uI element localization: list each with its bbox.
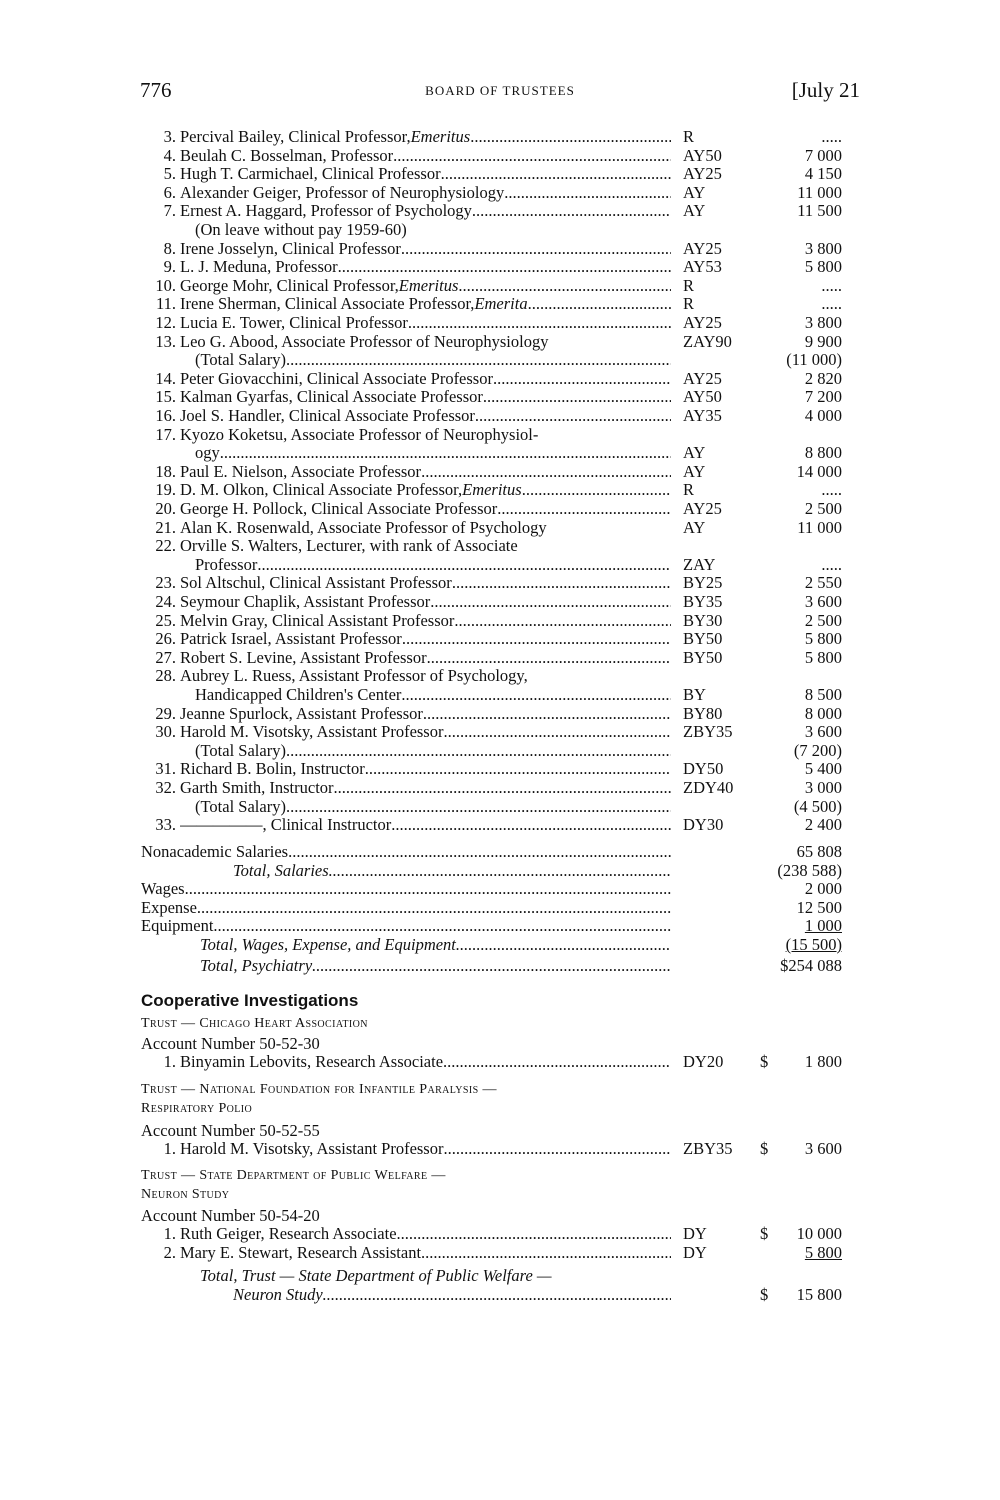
trust-title: Trust — Chicago Heart Association [141, 1016, 368, 1031]
entry-name-leader [195, 555, 671, 574]
dollar-sign: $ [760, 1285, 769, 1304]
entry-name: L. J. Meduna, Professor [180, 257, 338, 277]
staff-entry-row [0, 276, 1000, 295]
salary-amount: 5 400 [804, 759, 842, 779]
entry-name: —————, Clinical Instructor [180, 815, 392, 835]
salary-amount: 2 550 [804, 573, 842, 593]
entry-name-leader [195, 443, 671, 462]
entry-name-leader [180, 164, 671, 183]
staff-entry-row [0, 499, 1000, 518]
entry-number: 6. [163, 182, 176, 202]
entry-name-line: Aubrey L. Ruess, Assistant Professor of Psychology, [180, 666, 528, 686]
salary-amount: 9 900 [804, 331, 842, 351]
entry-name-status: Emeritus [462, 480, 522, 500]
staff-entry-row [0, 369, 1000, 388]
salary-amount: 2 500 [804, 499, 842, 518]
staff-entry-row [0, 164, 1000, 183]
salary-amount: 8 800 [804, 443, 842, 463]
entry-name-leader [180, 387, 671, 406]
summary-row [0, 861, 1000, 880]
entry-number: 17. [155, 424, 176, 444]
appointment-code: AY25 [683, 313, 722, 332]
staff-entry-row [0, 146, 1000, 165]
total-salary-label: (Total Salary) [195, 350, 286, 370]
staff-entry-row [0, 536, 1000, 555]
total-salary-row [0, 350, 1000, 369]
item-number: 1. [163, 1224, 176, 1243]
appointment-code: AY [683, 443, 706, 463]
appointment-code: ZAY90 [683, 331, 732, 351]
entry-number: 9. [163, 257, 176, 277]
trust-line-item [0, 1052, 1000, 1071]
summary-label: Expense [141, 897, 197, 917]
appointment-code: BY50 [683, 629, 723, 649]
entry-name-status: Emeritus [410, 127, 471, 146]
entry-number: 25. [155, 610, 176, 630]
entry-number: 31. [155, 759, 176, 779]
entry-name-leader [180, 573, 671, 592]
running-title: BOARD OF TRUSTEES [425, 83, 575, 98]
entry-name: Paul E. Nielson, Associate Professor [180, 461, 422, 481]
entry-name-status: Emerita [474, 294, 528, 314]
salary-amount: 7 000 [804, 145, 842, 165]
entry-number: 18. [155, 461, 176, 481]
item-name: Ruth Geiger, Research Associate [180, 1224, 397, 1243]
entry-name: Seymour Chaplik, Assistant Professor [180, 592, 431, 611]
entry-number: 12. [155, 313, 176, 332]
account-number: Account Number 50-54-20 [141, 1206, 320, 1225]
staff-entry-row [0, 127, 1000, 146]
item-code: DY20 [683, 1052, 724, 1071]
entry-name-leader [180, 183, 671, 202]
entry-number: 4. [163, 145, 176, 165]
total-salary-leader [195, 350, 671, 369]
entry-name: Peter Giovacchini, Clinical Associate Professor [180, 368, 493, 388]
appointment-code: AY53 [683, 257, 722, 277]
total-salary-leader [195, 797, 671, 816]
entry-name: Alexander Geiger, Professor of Neurophysiology [180, 182, 505, 202]
summary-row [0, 898, 1000, 917]
staff-entry-row [0, 648, 1000, 667]
entry-name: Joel S. Handler, Clinical Associate Professor [180, 406, 475, 425]
appointment-code: BY80 [683, 703, 723, 723]
salary-amount: 2 500 [804, 610, 842, 630]
entry-name-leader [180, 480, 671, 499]
staff-entry-row [0, 183, 1000, 202]
staff-entry-row [0, 759, 1000, 778]
entry-name-leader [180, 759, 671, 778]
page-number: 776 [140, 78, 172, 102]
trust-subtitle: Respiratory Polio [141, 1101, 253, 1116]
summary-amount: (238 588) [777, 860, 842, 880]
summary-leader [200, 935, 671, 954]
entry-name-leader [180, 369, 671, 388]
entry-number: 33. [155, 815, 176, 835]
entry-name-leader [180, 611, 671, 630]
item-code: DY [683, 1224, 707, 1243]
entry-name: Irene Josselyn, Clinical Professor [180, 238, 401, 258]
entry-name: Alan K. Rosenwald, Associate Professor of Psychology [180, 517, 547, 537]
salary-amount: ..... [821, 480, 842, 500]
entry-name-leader [180, 146, 671, 165]
entry-name: Irene Sherman, Clinical Associate Professor, [180, 294, 475, 314]
entry-name: Lucia E. Tower, Clinical Professor [180, 313, 408, 332]
staff-entry-row [0, 239, 1000, 258]
summary-label: Total, Wages, Expense, and Equipment [200, 935, 456, 954]
entry-name-leader [180, 629, 671, 648]
trust-total-label: Total, Trust — State Department of Public Welfare — [200, 1266, 552, 1285]
salary-amount: ..... [821, 275, 842, 295]
staff-entry-row [0, 387, 1000, 406]
appointment-code: AY [683, 201, 706, 221]
dollar-sign: $ [760, 1224, 769, 1243]
entry-name-leader [180, 499, 671, 518]
item-name-leader [180, 1052, 671, 1071]
entry-name-leader [180, 257, 671, 276]
entry-number: 20. [155, 499, 176, 518]
summary-amount: 2 000 [804, 879, 842, 899]
entry-number: 7. [163, 201, 176, 221]
salary-amount: 5 800 [804, 647, 842, 667]
staff-entry-row [0, 480, 1000, 499]
entry-name-leader [180, 722, 671, 741]
item-number: 1. [163, 1052, 176, 1071]
entry-name: Beulah C. Bosselman, Professor [180, 145, 394, 165]
appointment-code: R [683, 127, 695, 146]
salary-amount: 3 800 [804, 238, 842, 258]
entry-name-leader [180, 406, 671, 425]
page-header [140, 78, 860, 102]
entry-name: Melvin Gray, Clinical Assistant Professor [180, 610, 455, 630]
entry-number: 5. [163, 164, 176, 184]
entry-number: 14. [155, 368, 176, 388]
item-name-leader [180, 1243, 671, 1262]
entry-number: 28. [155, 666, 176, 686]
entry-number: 19. [155, 480, 176, 500]
trust-total [0, 1285, 1000, 1304]
entry-number: 3. [163, 127, 176, 146]
item-number: 2. [163, 1243, 176, 1262]
entry-name-status: Emeritus [398, 275, 459, 295]
staff-entry-row [0, 462, 1000, 481]
entry-name: Hugh T. Carmichael, Clinical Professor [180, 164, 441, 184]
trust-subtitle: Neuron Study [141, 1187, 230, 1202]
entry-number: 27. [155, 647, 176, 667]
entry-name: Harold M. Visotsky, Assistant Professor [180, 722, 444, 742]
account-number: Account Number 50-52-55 [141, 1121, 320, 1140]
entry-number: 32. [155, 778, 176, 797]
entry-name: Patrick Israel, Assistant Professor [180, 629, 402, 649]
appointment-code: BY35 [683, 592, 723, 611]
trust-total-leader [233, 1285, 671, 1304]
total-salary-amount: (7 200) [793, 740, 842, 760]
appointment-code: R [683, 275, 695, 295]
entry-name: Percival Bailey, Clinical Professor, [180, 127, 411, 146]
summary-amount: 1 000 [804, 916, 842, 936]
entry-name-leader [180, 294, 671, 313]
salary-amount: 3 600 [804, 592, 842, 611]
total-salary-label: (Total Salary) [195, 796, 286, 816]
appointment-code: AY25 [683, 499, 722, 518]
dollar-sign: $ [760, 1052, 769, 1071]
salary-amount: ..... [821, 127, 842, 146]
staff-entry-row [0, 425, 1000, 444]
entry-number: 29. [155, 703, 176, 723]
salary-amount: 11 500 [797, 201, 842, 221]
appointment-code: BY50 [683, 647, 723, 667]
entry-name-leader [180, 201, 671, 220]
entry-name: Sol Altschul, Clinical Assistant Professor [180, 573, 452, 593]
summary-row [0, 935, 1000, 954]
staff-entry-row [0, 611, 1000, 630]
appointment-code: AY25 [683, 368, 722, 388]
appointment-code: BY [683, 685, 706, 704]
salary-amount: 4 150 [804, 164, 842, 184]
item-name-leader [180, 1139, 671, 1158]
entry-number: 10. [155, 275, 176, 295]
staff-entry-row [0, 406, 1000, 425]
trust-total-amount: 15 800 [796, 1285, 842, 1304]
item-amount: 10 000 [796, 1224, 842, 1243]
dollar-sign: $ [760, 1139, 769, 1158]
summary-label: Wages [141, 879, 185, 899]
appointment-code: AY [683, 461, 706, 481]
total-salary-amount: (11 000) [786, 350, 842, 370]
salary-amount: 11 000 [797, 517, 842, 537]
staff-entry-row [0, 573, 1000, 592]
appointment-code: AY35 [683, 406, 722, 425]
entry-number: 11. [155, 294, 176, 314]
leave-note-row [0, 220, 1000, 239]
entry-number: 8. [163, 238, 176, 258]
appointment-code: BY30 [683, 610, 723, 630]
staff-entry-row [0, 201, 1000, 220]
entry-name-leader [195, 685, 671, 704]
trust-line-item [0, 1224, 1000, 1243]
total-salary-row [0, 741, 1000, 760]
entry-name-leader [180, 778, 671, 797]
summary-row [0, 956, 1000, 975]
summary-row [0, 879, 1000, 898]
summary-label: Total, Salaries [233, 860, 329, 880]
staff-entry-row [0, 629, 1000, 648]
salary-amount: ..... [821, 554, 842, 574]
cooperative-heading: Cooperative Investigations [141, 991, 359, 1010]
header-date: [July 21 [791, 78, 860, 102]
item-name: Binyamin Lebovits, Research Associate [180, 1052, 444, 1071]
item-name-leader [180, 1224, 671, 1243]
total-salary-leader [195, 741, 671, 760]
item-amount: 3 600 [804, 1139, 842, 1158]
staff-entry-row [0, 685, 1000, 704]
entry-number: 26. [155, 629, 176, 649]
entry-name: D. M. Olkon, Clinical Associate Professor, [180, 480, 463, 500]
staff-entry-row [0, 518, 1000, 537]
summary-amount: 12 500 [796, 897, 842, 917]
staff-entry-row [0, 778, 1000, 797]
summary-label: Nonacademic Salaries [141, 842, 289, 861]
entry-name-leader [180, 239, 671, 258]
entry-name-leader [180, 462, 671, 481]
summary-leader [200, 956, 671, 975]
appointment-code: AY25 [683, 164, 722, 184]
appointment-code: AY [683, 517, 706, 537]
entry-name: Leo G. Abood, Associate Professor of Neurophysiology [180, 331, 549, 351]
total-salary-label: (Total Salary) [195, 740, 286, 760]
staff-entry-row [0, 815, 1000, 834]
staff-entry-row [0, 332, 1000, 351]
summary-leader [141, 898, 671, 917]
summary-label: Total, Psychiatry [200, 956, 313, 975]
entry-number: 30. [155, 722, 176, 742]
entry-number: 23. [155, 573, 176, 593]
salary-amount: 8 500 [804, 685, 842, 704]
entry-name: Handicapped Children's Center [195, 685, 402, 704]
entry-name-leader [180, 127, 671, 146]
appointment-code: AY25 [683, 238, 722, 258]
summary-leader [141, 916, 671, 935]
entry-name: Robert S. Levine, Assistant Professor [180, 647, 427, 667]
salary-amount: 7 200 [804, 387, 842, 407]
salary-amount: 3 600 [804, 722, 842, 742]
item-code: ZBY35 [683, 1139, 733, 1158]
item-name: Mary E. Stewart, Research Assistant [180, 1243, 422, 1262]
entry-name: Ernest A. Haggard, Professor of Psychology [180, 201, 472, 221]
account-number: Account Number 50-52-30 [141, 1034, 320, 1053]
trust-title: Trust — National Foundation for Infantile Paralysis — [141, 1082, 497, 1097]
item-amount: 1 800 [804, 1052, 842, 1071]
salary-amount: 11 000 [797, 182, 842, 202]
salary-amount: 3 000 [804, 778, 842, 797]
appointment-code: R [683, 294, 695, 314]
entry-name: George Mohr, Clinical Professor, [180, 275, 399, 295]
appointment-code: AY50 [683, 145, 722, 165]
summary-leader [141, 879, 671, 898]
item-amount: 5 800 [804, 1243, 842, 1262]
salary-amount: 8 000 [804, 703, 842, 723]
entry-name-line: Kyozo Koketsu, Associate Professor of Neurophysiol- [180, 424, 539, 444]
appointment-code: AY50 [683, 387, 722, 407]
entry-name-leader [180, 704, 671, 723]
salary-amount: ..... [821, 294, 842, 314]
salary-amount: 5 800 [804, 257, 842, 277]
summary-row [0, 842, 1000, 861]
item-code: DY [683, 1243, 707, 1262]
summary-amount: 65 808 [796, 842, 842, 861]
appointment-code: ZBY35 [683, 722, 733, 742]
staff-entry-row [0, 555, 1000, 574]
salary-amount: 2 400 [804, 815, 842, 835]
entry-number: 16. [155, 406, 176, 425]
entry-name-leader [180, 648, 671, 667]
staff-entry-row [0, 722, 1000, 741]
staff-entry-row [0, 592, 1000, 611]
staff-entry-row [0, 294, 1000, 313]
entry-name: Kalman Gyarfas, Clinical Associate Professor [180, 387, 483, 407]
total-salary-row [0, 797, 1000, 816]
trust-line-item [0, 1139, 1000, 1158]
entry-number: 24. [155, 592, 176, 611]
appointment-code: BY25 [683, 573, 723, 593]
entry-number: 22. [155, 536, 176, 556]
leave-note: (On leave without pay 1959-60) [195, 220, 407, 239]
summary-row [0, 916, 1000, 935]
entry-name-leader [180, 276, 671, 295]
appointment-code: ZDY40 [683, 778, 734, 797]
summary-leader [141, 842, 671, 861]
staff-entry-row [0, 313, 1000, 332]
staff-entry-row [0, 443, 1000, 462]
entry-name-leader [180, 313, 671, 332]
entry-name-leader [180, 592, 671, 611]
appointment-code: DY30 [683, 815, 724, 835]
salary-amount: 4 000 [804, 406, 842, 425]
appointment-code: R [683, 480, 695, 500]
appointment-code: ZAY [683, 554, 716, 574]
trust-line-item [0, 1243, 1000, 1262]
entry-name: Jeanne Spurlock, Assistant Professor [180, 703, 423, 723]
summary-label: Equipment [141, 916, 214, 936]
total-salary-amount: (4 500) [793, 796, 842, 816]
salary-amount: 3 800 [804, 313, 842, 332]
trust-total-label: Neuron Study [233, 1285, 323, 1304]
trust-title: Trust — State Department of Public Welfare — [141, 1168, 446, 1183]
item-number: 1. [163, 1139, 176, 1158]
trust-total [0, 1266, 1000, 1285]
entry-name-leader [180, 815, 671, 834]
staff-entry-row [0, 666, 1000, 685]
entry-name: Garth Smith, Instructor [180, 778, 334, 797]
entry-name: Richard B. Bolin, Instructor [180, 759, 365, 779]
appointment-code: DY50 [683, 759, 724, 779]
staff-entry-row [0, 704, 1000, 723]
summary-amount: (15 500) [785, 935, 842, 954]
entry-name: George H. Pollock, Clinical Associate Professor [180, 499, 498, 518]
salary-amount: 2 820 [804, 368, 842, 388]
appointment-code: AY [683, 182, 706, 202]
entry-name: ogy [195, 443, 220, 463]
salary-amount: 14 000 [796, 461, 842, 481]
entry-number: 15. [155, 387, 176, 407]
entry-number: 21. [155, 517, 176, 537]
item-name: Harold M. Visotsky, Assistant Professor [180, 1139, 444, 1158]
staff-entry-row [0, 257, 1000, 276]
entry-name-line: Orville S. Walters, Lecturer, with rank of Associate [180, 536, 518, 556]
entry-number: 13. [155, 331, 176, 351]
salary-amount: 5 800 [804, 629, 842, 649]
summary-leader [233, 861, 671, 880]
summary-amount: $254 088 [780, 956, 842, 975]
entry-name: Professor [195, 554, 258, 574]
